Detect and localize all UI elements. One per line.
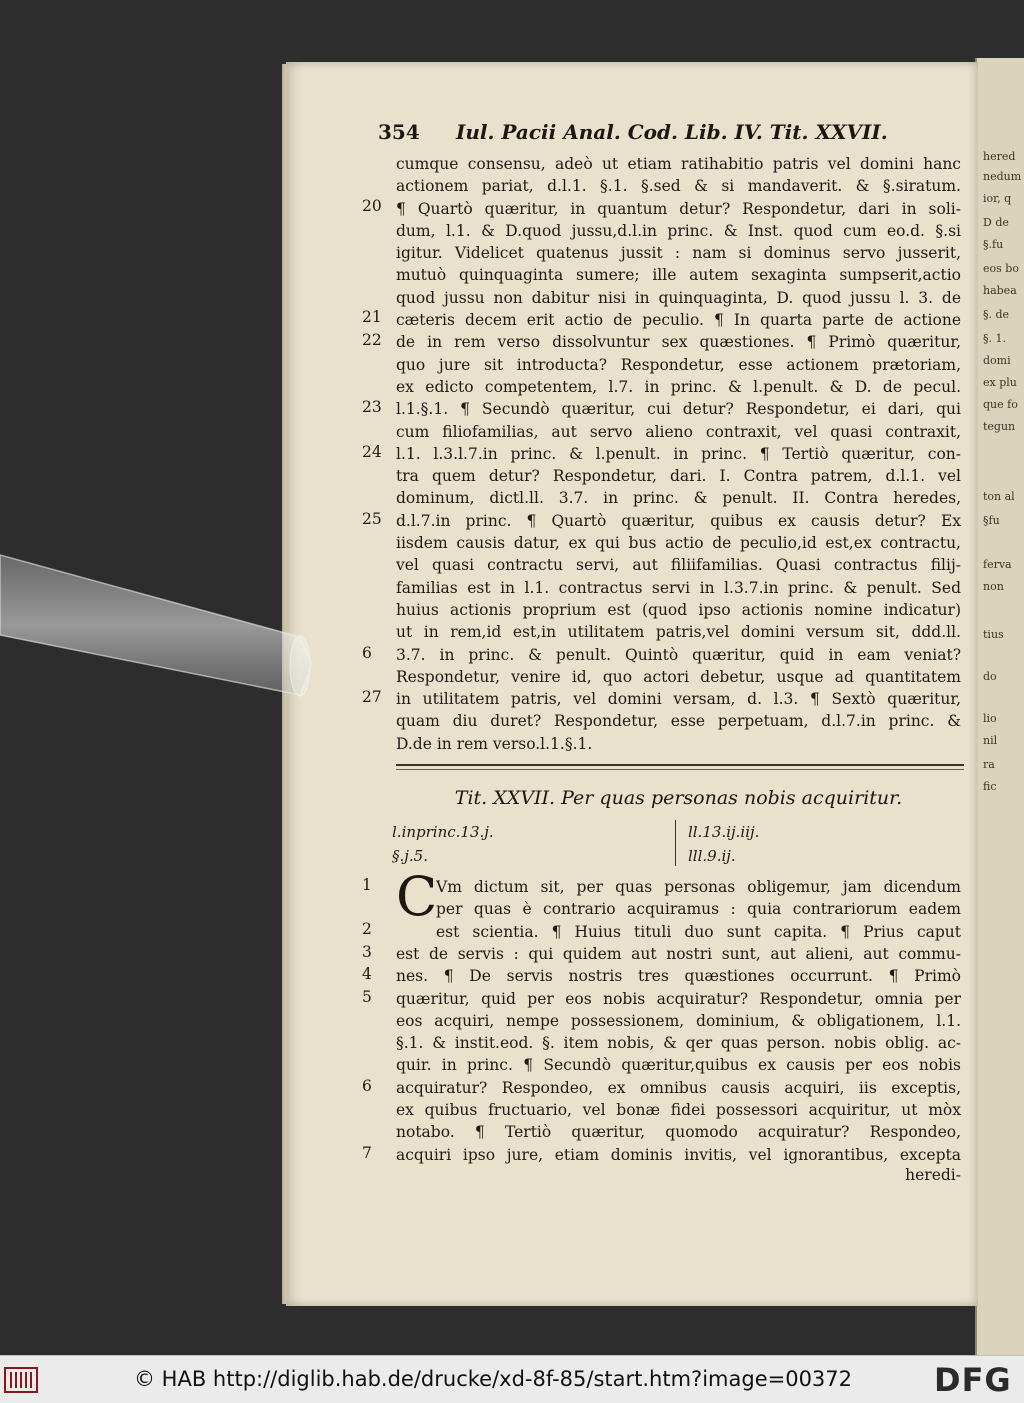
text-line: acquiri ipso jure, etiam dominis invitis, vel ignorantibus, excepta: [396, 1145, 961, 1164]
text-line: acquiratur? Respondeo, ex omnibus causis acquiri, iis exceptis,: [396, 1078, 961, 1097]
facing-fragment: eos bo: [983, 262, 1019, 275]
facing-fragment: §. 1.: [983, 332, 1006, 345]
text-line: est scientia. ¶ Huius tituli duo sunt capita. ¶ Prius caput: [436, 922, 961, 941]
text-line: huius actionis proprium est (quod ipso actionis nomine indicatur): [396, 600, 961, 619]
text-line: ut in rem,id est,in utilitatem patris,vel domini versum sit, ddd.ll.: [396, 623, 961, 642]
text-line: quod jussu non dabitur nisi in quinquaginta, D. quod jussu l. 3. de: [396, 288, 961, 307]
catchword: heredi-: [905, 1166, 961, 1184]
margin-number: 2: [362, 920, 372, 938]
text-line: quir. in princ. ¶ Secundò quæritur,quibus ex causis per eos nobis: [396, 1056, 961, 1075]
facing-fragment: habea: [983, 284, 1017, 297]
text-line: ex quibus fructuario, vel bonæ fidei possessori acquiritur, ut mòx: [396, 1101, 961, 1120]
facing-fragment: do: [983, 670, 997, 683]
margin-number: 20: [362, 197, 382, 215]
facing-fragment: ior, q: [983, 192, 1012, 205]
drop-cap: C: [396, 865, 438, 928]
page-number: 354: [378, 120, 420, 144]
text-line: in utilitatem patris, vel domini versam, d. l.3. ¶ Sextò quæritur,: [396, 690, 961, 709]
text-line: cæteris decem erit actio de peculio. ¶ In quarta parte de actione: [396, 311, 961, 330]
references-right: [688, 820, 759, 868]
text-line: cumque consensu, adeò ut etiam ratihabitio patris vel domini hanc: [396, 155, 961, 173]
text-line: mutuò quinquaginta sumere; ille autem sexaginta sumpserit,actio: [396, 266, 961, 285]
facing-fragment: ton al: [983, 490, 1015, 503]
facing-fragment: nedum: [983, 170, 1022, 183]
facing-fragment: §. de: [983, 308, 1010, 321]
page-header: [378, 120, 938, 150]
reference-line: §.j.5.: [392, 847, 428, 865]
text-line: D.de in rem verso.l.1.§.1.: [396, 734, 593, 753]
reference-line: lll.9.ij.: [688, 847, 736, 865]
margin-number: 21: [362, 308, 382, 326]
text-line: ex edicto competentem, l.7. in princ. & l.penult. & D. de pecul.: [396, 377, 961, 396]
margin-number: 25: [362, 510, 382, 528]
glass-weight-bar: [0, 545, 312, 715]
margin-number: 27: [362, 688, 382, 706]
text-line: 3.7. in princ. & penult. Quintò quæritur, quid in eam veniat?: [396, 645, 961, 664]
text-line: eos acquiri, nempe possessionem, dominium, & obligationem, l.1.: [396, 1011, 961, 1030]
dfg-logo: DFG: [934, 1361, 1012, 1399]
text-line: nes. ¶ De servis nostris tres quæstiones occurrunt. ¶ Primò: [396, 967, 961, 986]
text-line: quæritur, quid per eos nobis acquiratur? Respondetur, omnia per: [396, 989, 961, 1008]
margin-number: 22: [362, 331, 382, 349]
facing-fragment: que fo: [983, 398, 1018, 411]
text-line: per quas è contrario acquiramus : quia contrariorum eadem: [436, 900, 961, 919]
facing-page-edge: [975, 58, 1024, 1355]
text-line: iisdem causis datur, ex qui bus actio de peculio,id est,ex contractu,: [396, 534, 961, 553]
margin-number: 7: [362, 1144, 372, 1162]
margin-number: 3: [362, 943, 372, 961]
text-line: actionem pariat, d.l.1. §.1. §.sed & si mandaverit. & §.siratum.: [396, 177, 961, 196]
facing-fragment: ferva: [983, 558, 1012, 571]
text-line: quam diu duret? Respondetur, esse perpetuam, d.l.7.in princ. &: [396, 712, 961, 731]
footer-bar: [0, 1355, 1024, 1403]
lower-text-block-head: [436, 876, 961, 943]
margin-number: 1: [362, 876, 372, 894]
source-url[interactable]: © HAB http://diglib.hab.de/drucke/xd-8f-85/start.htm?image=00372: [134, 1367, 853, 1391]
margin-number: 24: [362, 443, 382, 461]
text-line: familias est in l.1. contractus servi in l.3.7.in princ. & penult. Sed: [396, 578, 961, 597]
text-line: est de servis : qui quidem aut nostri sunt, aut alieni, aut commu-: [396, 945, 961, 963]
text-line: ¶ Quartò quæritur, in quantum detur? Respondetur, dari in soli-: [396, 199, 961, 218]
upper-text-block: [396, 153, 961, 755]
text-line: vel quasi contractu servi, aut filiifamilias. Quasi contractus filij-: [396, 556, 961, 575]
section-rule-thin: [396, 769, 964, 770]
text-line: de in rem verso dissolvuntur sex quæstiones. ¶ Primò quæritur,: [396, 333, 961, 352]
text-line: Respondetur, venire id, quo actori debetur, usque ad quantitatem: [396, 667, 961, 686]
text-line: cum filiofamilias, aut servo alieno contraxit, vel quasi contraxit,: [396, 422, 961, 441]
text-line: d.l.7.in princ. ¶ Quartò quæritur, quibus ex causis detur? Ex: [396, 511, 961, 530]
text-line: quo jure sit introducta? Respondetur, esse actionem prætoriam,: [396, 355, 961, 374]
text-line: §.1. & instit.eod. §. item nobis, & qer quas person. nobis oblig. ac-: [396, 1034, 961, 1053]
facing-fragment: non: [983, 580, 1004, 593]
reference-line: l.inprinc.13.j.: [392, 823, 494, 841]
facing-fragment: §.fu: [983, 238, 1004, 251]
library-logo-icon: [4, 1366, 38, 1394]
text-line: notabo. ¶ Tertiò quæritur, quomodo acquiratur? Respondeo,: [396, 1123, 961, 1142]
facing-fragment: §fu: [983, 514, 1000, 527]
title-heading: Tit. XXVII. Per quas personas nobis acquiritur.: [454, 787, 903, 809]
facing-fragment: hered: [983, 150, 1016, 163]
text-line: igitur. Videlicet quatenus jussit : nam si dominus servo jusserit,: [396, 244, 961, 263]
facing-fragment: fic: [983, 780, 997, 793]
text-line: l.1. l.3.l.7.in princ. & l.penult. in princ. ¶ Tertiò quæritur, con-: [396, 444, 961, 463]
facing-fragment: ra: [983, 758, 995, 771]
reference-line: ll.13.ij.iij.: [688, 823, 760, 841]
references-divider: [675, 820, 676, 866]
text-line: l.1.§.1. ¶ Secundò quæritur, cui detur? Respondetur, ei dari, qui: [396, 400, 961, 419]
text-line: dum, l.1. & D.quod jussu,d.l.in princ. & Inst. quod cum eo.d. §.si: [396, 221, 961, 240]
margin-number: 23: [362, 398, 382, 416]
references-left: [392, 820, 494, 868]
facing-fragment: D de: [983, 216, 1009, 229]
text-line: dominum, dictl.ll. 3.7. in princ. & penult. II. Contra heredes,: [396, 489, 961, 508]
facing-fragment: tius: [983, 628, 1004, 641]
margin-number: 6: [362, 1077, 372, 1095]
facing-fragment: nil: [983, 734, 998, 747]
running-head: Iul. Pacii Anal. Cod. Lib. IV. Tit. XXVII.: [456, 120, 888, 144]
facing-fragment: ex plu: [983, 376, 1017, 389]
text-line: tra quem detur? Respondetur, dari. I. Contra patrem, d.l.1. vel: [396, 467, 961, 486]
facing-fragment: tegun: [983, 420, 1016, 433]
margin-number: 4: [362, 965, 372, 983]
margin-number: 6: [362, 644, 372, 662]
text-line: Vm dictum sit, per quas personas obligemur, jam dicendum: [436, 878, 961, 896]
section-rule: [396, 764, 964, 766]
lower-text-block: [396, 943, 961, 1166]
margin-number: 5: [362, 988, 372, 1006]
facing-fragment: lio: [983, 712, 997, 725]
facing-fragment: domi: [983, 354, 1011, 367]
